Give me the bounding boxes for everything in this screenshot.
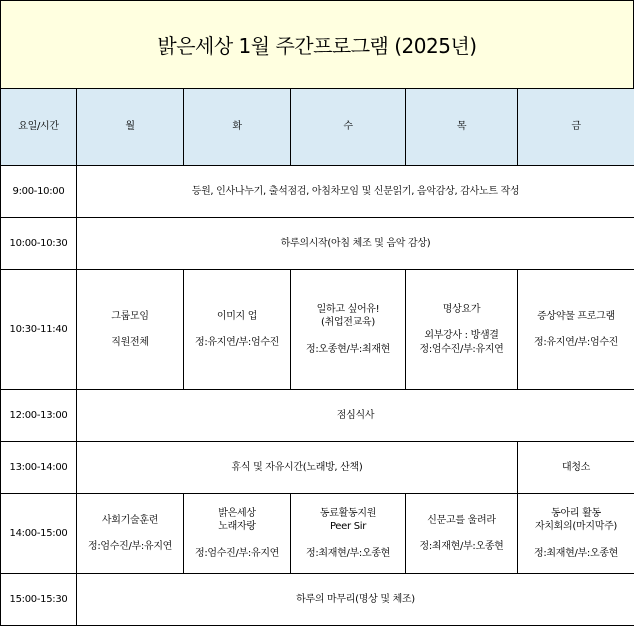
activity-cell-wed: [291, 270, 406, 390]
activity-cell-fri: [518, 494, 634, 574]
weekly-schedule-table: [0, 88, 634, 626]
activity-title: 그룹모임: [111, 310, 149, 322]
activity-cell: 하루의시작(아침 체조 및 음악 감상): [77, 218, 634, 270]
activity-staff: 정:최재현/부:오종현: [305, 547, 391, 559]
activity-cell-mon: [77, 270, 184, 390]
time-cell: 9:00-10:00: [1, 166, 77, 218]
day-header-tue: 화: [184, 89, 291, 166]
activity-title: 일하고 싶어유!: [316, 303, 380, 315]
activity-title: 명상요가: [442, 303, 481, 315]
activity-subtitle: 노래자랑: [218, 521, 256, 533]
activity-cell-mon-thu: 휴식 및 자유시간(노래방, 산책): [77, 442, 518, 494]
day-header-mon: 월: [77, 89, 184, 166]
activity-staff: 정:최재현/부:오종현: [419, 541, 504, 552]
activity-cell: 등원, 인사나누기, 출석점검, 아침차모임 및 신문읽기, 음악감상, 감사노트 작성: [77, 166, 634, 218]
activity-cell: 하루의 마무리(명상 및 체조): [77, 574, 634, 626]
time-cell: 13:00-14:00: [1, 442, 77, 494]
activity-staff: 정:유지연/부:엄수진: [194, 337, 280, 348]
activity-cell-mon: [77, 494, 184, 574]
activity-cell-fri: 대청소: [518, 442, 634, 494]
activity-title: 이미지 업: [216, 310, 258, 322]
schedule-row: [1, 574, 634, 626]
activity-staff: 정:유지연/부:엄수진: [533, 337, 619, 348]
time-cell: 10:00-10:30: [1, 218, 77, 270]
activity-title: 사회기술훈련: [101, 514, 159, 526]
activity-title: 신문고를 울려라: [427, 514, 496, 526]
schedule-row: [1, 494, 634, 574]
day-header-thu: 목: [406, 89, 518, 166]
activity-staff: 정:최재현/부:오종현: [533, 547, 619, 559]
activity-staff: 정:엄수진/부:유지연: [194, 547, 280, 559]
time-cell: 12:00-13:00: [1, 390, 77, 442]
day-header-wed: 수: [291, 89, 406, 166]
activity-instructor: 외부강사 : 방샘결: [424, 330, 499, 342]
activity-title: 동아리 활동: [551, 507, 601, 519]
schedule-row: [1, 442, 634, 494]
activity-title: 밝은세상: [218, 507, 256, 519]
activity-cell-tue: [184, 494, 291, 574]
activity-cell-thu: [406, 270, 518, 390]
activity-cell-tue: [184, 270, 291, 390]
day-header-fri: 금: [518, 89, 634, 166]
activity-staff: 정:엄수진/부:유지연: [87, 541, 173, 552]
activity-cell-thu: [406, 494, 518, 574]
time-header: 요일/시간: [1, 89, 77, 166]
activity-staff: 직원전체: [111, 337, 149, 348]
schedule-title: 밝은세상 1월 주간프로그램 (2025년): [0, 0, 634, 89]
activity-subtitle: Peer Sir: [329, 521, 367, 533]
schedule-row: [1, 218, 634, 270]
header-row: [1, 89, 634, 166]
schedule-row: [1, 166, 634, 218]
activity-title: 증상약물 프로그램: [537, 310, 615, 322]
activity-cell: 점심식사: [77, 390, 634, 442]
activity-cell-fri: [518, 270, 634, 390]
activity-subtitle: (취업전교육): [320, 317, 375, 329]
time-cell: 14:00-15:00: [1, 494, 77, 574]
activity-cell-wed: [291, 494, 406, 574]
time-cell: 15:00-15:30: [1, 574, 77, 626]
activity-subtitle: 자치회의(마지막주): [534, 521, 618, 533]
time-cell: 10:30-11:40: [1, 270, 77, 390]
activity-staff: 정:엄수진/부:유지연: [419, 343, 504, 355]
schedule-row: [1, 390, 634, 442]
activity-title: 동료활동지원: [319, 507, 377, 519]
activity-staff: 정:오종현/부:최재현: [305, 343, 391, 355]
schedule-row: [1, 270, 634, 390]
